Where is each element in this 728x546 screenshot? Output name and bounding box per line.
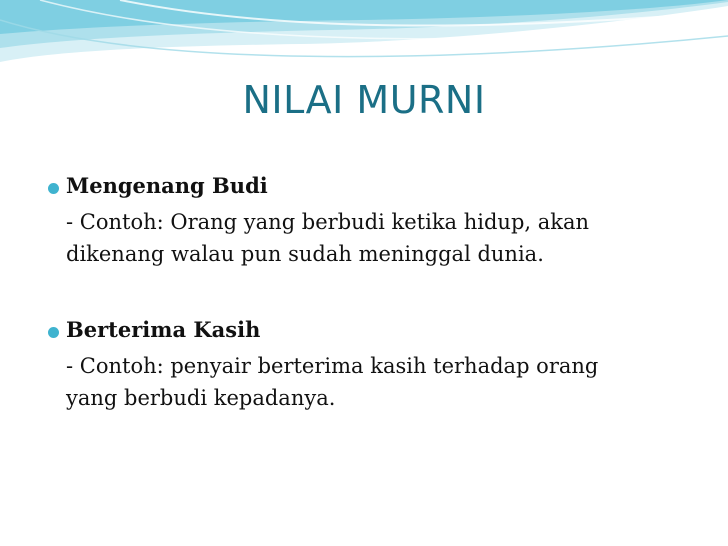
- bullet-item: [0, 317, 728, 410]
- header-wave-decoration: [0, 0, 728, 90]
- bullet-description: [66, 350, 666, 414]
- bullet-dot-icon: [48, 183, 59, 194]
- bullet-item: [0, 173, 728, 266]
- bullet-dot-icon: [48, 327, 59, 338]
- bullet-description: [66, 206, 666, 270]
- bullet-heading: Mengenang Budi: [66, 173, 268, 198]
- bullet-description-line: - Contoh: Orang yang berbudi ketika hidup, akan: [66, 210, 590, 234]
- bullet-description-line: yang berbudi kepadanya.: [66, 386, 336, 410]
- bullet-heading: Berterima Kasih: [66, 317, 261, 342]
- bullet-description-line: - Contoh: penyair berterima kasih terhadap orang: [66, 354, 599, 378]
- bullet-description-line: dikenang walau pun sudah meninggal dunia.: [66, 242, 544, 266]
- page-title: NILAI MURNI: [242, 78, 486, 122]
